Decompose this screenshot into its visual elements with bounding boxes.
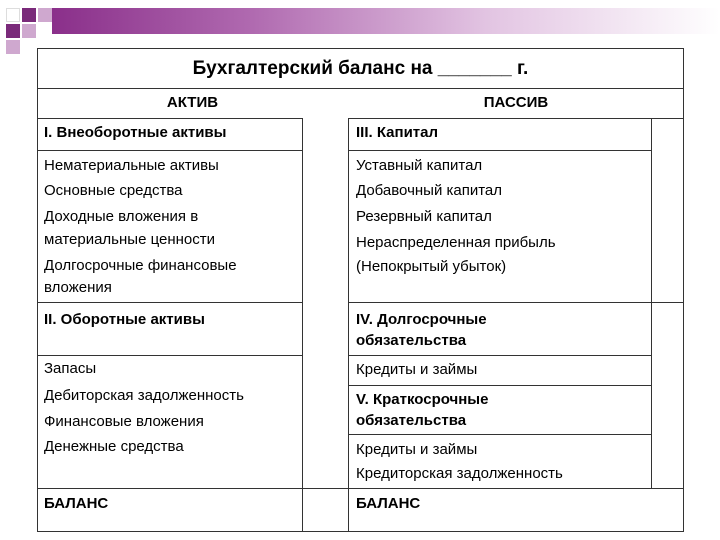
- passiv-balance: БАЛАНС: [356, 495, 421, 512]
- list-item: Добавочный капитал: [356, 182, 503, 199]
- list-item: вложения: [44, 279, 112, 296]
- divider: [348, 434, 651, 435]
- aktiv-section-1: I. Внеоборотные активы: [44, 124, 227, 141]
- divider: [37, 88, 684, 89]
- list-item: Кредиторская задолженность: [356, 465, 563, 482]
- aktiv-section-2: II. Оборотные активы: [44, 311, 205, 328]
- divider: [348, 118, 684, 119]
- list-item: Кредиты и займы: [356, 441, 478, 458]
- page-title: Бухгалтерский баланс на _______ г.: [192, 58, 529, 79]
- divider: [348, 385, 651, 386]
- aktiv-header: АКТИВ: [166, 94, 219, 111]
- divider: [348, 150, 651, 151]
- divider-vertical: [651, 118, 652, 488]
- passiv-section-5: V. Краткосрочные: [356, 391, 489, 408]
- list-item: Запасы: [44, 360, 97, 377]
- list-item: Финансовые вложения: [44, 413, 204, 430]
- divider: [348, 302, 684, 303]
- decorative-square: [38, 8, 52, 22]
- list-item: (Непокрытый убыток): [356, 258, 507, 275]
- list-item: материальные ценности: [44, 231, 215, 248]
- decorative-square: [22, 8, 36, 22]
- list-item: Кредиты и займы: [356, 361, 478, 378]
- list-item: Долгосрочные финансовые: [44, 257, 237, 274]
- divider: [37, 355, 302, 356]
- passiv-header: ПАССИВ: [483, 94, 549, 111]
- divider: [37, 150, 302, 151]
- list-item: Нематериальные активы: [44, 157, 219, 174]
- list-item: Основные средства: [44, 182, 183, 199]
- divider: [37, 118, 302, 119]
- decorative-square: [6, 8, 20, 22]
- passiv-section-4-line-2: обязательства: [356, 332, 467, 349]
- decorative-square: [6, 24, 20, 38]
- decorative-square: [6, 40, 20, 54]
- passiv-section-3: III. Капитал: [356, 124, 439, 141]
- divider: [37, 302, 302, 303]
- list-item: Дебиторская задолженность: [44, 387, 244, 404]
- list-item: Уставный капитал: [356, 157, 483, 174]
- passiv-section-5-line-2: обязательства: [356, 412, 467, 429]
- list-item: Доходные вложения в: [44, 208, 199, 225]
- divider: [348, 355, 651, 356]
- divider-vertical: [348, 118, 349, 532]
- divider: [37, 488, 684, 489]
- decorative-gradient-band: [52, 8, 720, 34]
- aktiv-balance: БАЛАНС: [44, 495, 109, 512]
- passiv-section-4: IV. Долгосрочные: [356, 311, 487, 328]
- divider-vertical: [302, 488, 303, 532]
- decorative-square: [22, 24, 36, 38]
- divider-vertical: [302, 118, 303, 488]
- list-item: Нераспределенная прибыль: [356, 234, 556, 251]
- list-item: Резервный капитал: [356, 208, 492, 225]
- list-item: Денежные средства: [44, 438, 184, 455]
